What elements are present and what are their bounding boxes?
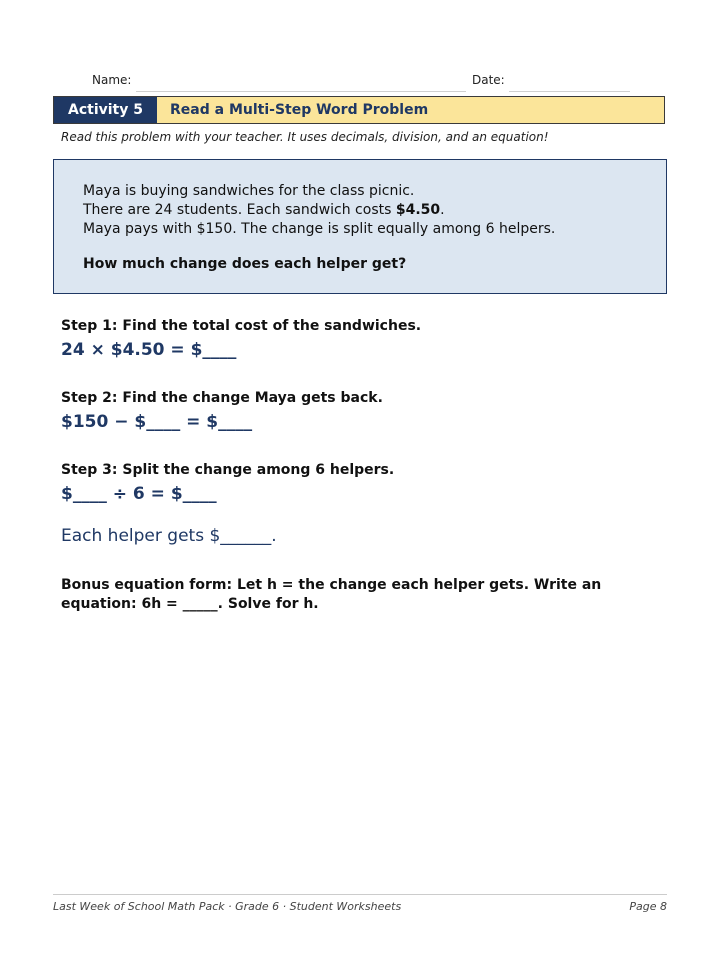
name-line[interactable] [136,91,466,92]
answer-line: Each helper gets $______. [61,526,277,546]
step-equation: $____ ÷ 6 = $____ [61,484,217,504]
step-equation: $150 − $____ = $____ [61,412,253,432]
step-label: Step 2: Find the change Maya gets back. [61,390,383,406]
problem-line-2: There are 24 students. Each sandwich costs $4.50. [83,202,445,218]
date-label: Date: [472,73,505,87]
step-3 [61,462,394,504]
name-date-row [92,73,630,93]
activity-title: Read a Multi-Step Word Problem [170,102,429,118]
problem-line-3: Maya pays with $150. The change is split equally among 6 helpers. [83,221,556,237]
step-equation: 24 × $4.50 = $____ [61,340,237,360]
instructions: Read this problem with your teacher. It uses decimals, division, and an equation! [61,130,549,144]
footer-divider [53,894,667,895]
name-label: Name: [92,73,132,87]
problem-box [53,159,667,294]
activity-tag: Activity 5 [54,97,157,123]
step-label: Step 3: Split the change among 6 helpers. [61,462,395,478]
page-number: Page 8 [629,900,667,913]
step-label: Step 1: Find the total cost of the sandwiches. [61,318,422,334]
bonus-question: Bonus equation form: Let h = the change each helper gets. Write an equation: 6h = _____. Solve for h. [61,577,602,612]
step-1 [61,318,421,360]
footer-title: Last Week of School Math Pack · Grade 6 · Student Worksheets [53,900,402,913]
date-line[interactable] [509,91,630,92]
problem-line-1: Maya is buying sandwiches for the class picnic. [83,183,415,199]
problem-question: How much change does each helper get? [83,256,407,272]
activity-header [53,96,665,124]
step-2 [61,390,383,432]
